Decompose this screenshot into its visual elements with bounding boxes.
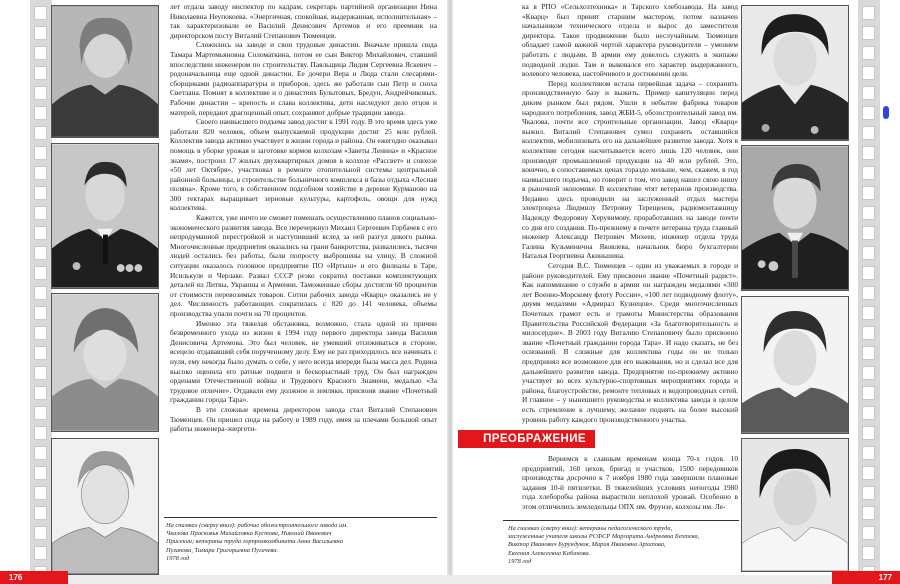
film-sprocket-hole — [34, 506, 47, 520]
portrait-man-2-image — [742, 146, 848, 290]
portrait-woman-headscarf-image — [52, 294, 158, 431]
photo-portrait-woman-headscarf — [51, 293, 159, 432]
photo-portrait-woman-2 — [741, 5, 849, 141]
caption-line: На снимках (сверху вниз): ветераны педагогического труда, — [508, 525, 673, 532]
portrait-woman-elderly-image — [52, 439, 158, 574]
film-sprocket-hole — [34, 166, 47, 180]
caption-line: Евгения Алексеевна Кабанова. — [508, 549, 591, 557]
film-sprocket-hole — [862, 346, 875, 360]
caption-line: 1978 год — [166, 554, 190, 562]
film-sprocket-hole — [862, 26, 875, 40]
left-paragraph: В эти сложные времена директором завода стал Виталий Степанович Тюменцев. Он пришел сюда на работу в 1989 году, имея за плечами большой опыт работы инженера-энергети- — [170, 404, 437, 434]
film-sprocket-hole — [862, 126, 875, 140]
photo-portrait-man-2 — [741, 145, 849, 291]
film-sprocket-hole — [862, 406, 875, 420]
caption-line: Присекин; ветераны труда горпромкомбината Анна Васильевна — [166, 538, 343, 546]
film-sprocket-hole — [862, 326, 875, 340]
film-sprocket-hole — [862, 86, 875, 100]
scroll-position-marker[interactable] — [883, 106, 889, 119]
film-sprocket-hole — [862, 226, 875, 240]
film-sprocket-hole — [862, 186, 875, 200]
film-sprocket-hole — [34, 526, 47, 540]
portrait-woman-2-image — [742, 6, 848, 140]
film-sprocket-hole — [862, 446, 875, 460]
film-sprocket-hole — [862, 366, 875, 380]
film-sprocket-hole — [34, 486, 47, 500]
film-sprocket-hole — [34, 446, 47, 460]
film-sprocket-hole — [862, 206, 875, 220]
left-paragraph: Своего наивысшего подъема завод достиг к 1991 году. В это время здесь уже работали 820 человек, объем выпускаемой продукции достиг 25 млн рублей. Коллектив завода активно участвует в жизни города и района. Он ежегодно оказывал помощь в уборке урожая и заготовке кормов колхозам «Заветы Ленина» и «Красное знамя», построил 17 жилых двухквартирных домов в колхозе «Рассвет» и совхозе «50 лет Октября», участвовал в ремонте отопительной системы центральной районной больницы, в строительстве больничного комплекса и базы отдыха «Лесная поляна». Кроме того, в собственном подсобном хозяйстве в деревне Курманово на 300 гектарах выращивает зерновые культуры, картофель, овощи для нужд коллектива. — [170, 117, 437, 213]
film-sprocket-hole — [34, 46, 47, 60]
film-sprocket-hole — [34, 106, 47, 120]
right-body-text — [522, 2, 738, 424]
film-sprocket-hole — [34, 426, 47, 440]
film-sprocket-hole — [34, 546, 47, 560]
film-sprocket-hole — [862, 306, 875, 320]
film-strip-decoration — [30, 0, 52, 584]
film-sprocket-hole — [862, 146, 875, 160]
photo-portrait-woman-1 — [51, 5, 159, 138]
film-sprocket-hole — [34, 66, 47, 80]
film-sprocket-hole — [34, 126, 47, 140]
right-paragraph: ка в РПО «Сельхозтехника» и Тарского хлебозавода. На завод «Кварц» был принят старшим мастером, потом назначен начальником технического отдела и вырос до заместителя директора. Такое продвижение было неслучайным. Тюменцев обладает самой важной чертой характера руководителя – умением работать с людьми. В армии ему довелось служить в экипаже подводной лодки. Там и выковался его характер выдержанного, волевого человека, настойчивого в достижении цели. — [522, 2, 738, 79]
photo-portrait-woman-3 — [741, 296, 849, 434]
film-sprocket-hole — [862, 246, 875, 260]
left-paragraph: лет отдала заводу инспектор по кадрам, секретарь партийной организации Нина Николаевна Неупокоева. «Энергичная, спокойная, выдержанная, исполнительная» – так характеризовали ее Василий Денисович Артемов и его преемник на директорском посту Виталий Степанович Тюменцев. — [170, 2, 437, 40]
photo-portrait-man-1 — [51, 143, 159, 289]
caption-line: Виктор Иванович Бурундуков, Мария Ивановна Архипова, — [508, 541, 666, 549]
section-body-text — [522, 454, 738, 512]
film-sprocket-hole — [862, 546, 875, 560]
film-sprocket-hole — [34, 466, 47, 480]
film-sprocket-hole — [862, 526, 875, 540]
right-paragraph: Сегодня В.С. Тюменцев – один из уважаемых в городе и районе руководителей. Ему присвоено звание «Почетный радист». Как напоминание о службе в армии он награжден медалями «300 лет Военно-Морскому флоту России», «100 лет подводному флоту», двумя медалями «Адмирал Кузнецов». Среди многочисленных Почетных грамот есть и грамоты Министерства образования Правительства Российской Федерации «За благотворительность и милосердие». В 2003 году Виталию Степановичу было присвоено звание «Почетный гражданин города Тара». И надо сказать, не без оснований. В сложные для коллектива годы он не только предпринял все возможное для его выживания, но и сделал все для дальнейшего развития завода. Предприятие по-прежнему активно участвует во всех культурно-спортивных мероприятиях города и района, благоустройстве, ремонте тепловых и водопроводных сетей. И главное – у нынешнего руководства и коллектива завода в целом есть стремление к лучшему, желание поднять на более высокий уровень работу каждого производственного участка. — [522, 261, 738, 424]
caption-divider — [503, 520, 739, 521]
left-body-text — [170, 2, 437, 434]
section-paragraph: Вернемся к славным временам конца 70-х годов. 10 предприятий, 160 цехов, бригад и участков, 1500 передовиков производства досрочно к 7 ноября 1980 года завершили плановые задания 10-й пятилетки. В тяжелейших условиях непогоды 1980 года хлеборобы района вырастили неплохой урожай. Особенно в этом отличились земледельцы ОПХ им. Фрунзе, колхозы им. Ле- — [522, 454, 738, 511]
film-sprocket-hole — [34, 6, 47, 20]
portrait-man-1-image — [52, 144, 158, 288]
right-paragraph: Перед коллективом встала первейшая задача – сохранить производственную базу и выжить. Пример капитуляции перед диким рынком был рядом. Ушли в небытие фабрика товаров народного потребления, завод ЖБИ-5, обозостроительный завод им. Чкалова, почти все строительные организации. Завод «Кварц» выжил. Виталий Степанович сумел сохранить оставшийся коллектив, мобилизовать его на дальнейшее развитие завода. Хотя в коллективе сегодня насчитывается всего лишь 120 человек, они производят промышленной продукции на 40 млн рублей. Это, конечно, в сопоставимых ценах гораздо меньше, чем, скажем, в год наивысшего подъема, но говорит о том, что завод нашел свою нишу в рыночной экономике. В коллективе чтят ветеранов производства. Недавно здесь проводили на заслуженный отдых мастера электроцеха Людмилу Петровну Терещенок, радиомонтажницу Надежду Федоровну Херувимову, проработавших на заводе почти со дня его создания. По-прежнему в почете ветераны труда главный инженер Александр Петрович Михеев, инженер отдела труда Галина Кузьминична Яковлева, начальник бюро бухгалтерии Наталья Георгиевна Акиньшина. — [522, 78, 738, 261]
film-sprocket-hole — [862, 266, 875, 280]
caption-line: Чкалова Прасковья Михайловна Кустова, Николай Иванович — [166, 530, 332, 538]
film-sprocket-hole — [34, 286, 47, 300]
film-sprocket-hole — [862, 466, 875, 480]
caption-line: заслуженные учителя школы РСФСР Маргарита Андреевна Бехтева, — [508, 533, 700, 541]
film-sprocket-hole — [34, 226, 47, 240]
film-sprocket-hole — [34, 326, 47, 340]
caption-divider — [164, 517, 437, 518]
film-sprocket-hole — [862, 66, 875, 80]
right-photo-caption — [508, 525, 748, 566]
film-sprocket-hole — [34, 146, 47, 160]
film-sprocket-hole — [862, 286, 875, 300]
left-photo-caption — [166, 522, 436, 563]
portrait-woman-3-image — [742, 297, 848, 433]
film-sprocket-hole — [34, 406, 47, 420]
film-sprocket-hole — [34, 186, 47, 200]
caption-line: На снимках (сверху вниз): рабочие обозостроительного завода им. — [166, 522, 348, 529]
film-sprocket-hole — [34, 26, 47, 40]
left-paragraph: Именно эта тяжелая обстановка, возможно, стала одной из причин безвременного ухода из жизни в 1994 году первого директора завода Василия Денисовича Артемова. Это был человек, не умевший отсиживаться в стороне, всецело отдававший себя порученному делу. Ему не раз приходилось все начинать с нуля, ему некогда было думать о себе, у него всегда впереди была масса дел. Родина высоко оценила его ратные подвиги и бескорыстный труд. Он был награжден орденами Отечественной войны и Трудового Красного Знамени, медалью «За трудовое отличие». Отдавали ему должное и земляки, присвоив звание «Почетный гражданин города Тара». — [170, 318, 437, 405]
film-sprocket-hole — [862, 486, 875, 500]
film-sprocket-hole — [862, 46, 875, 60]
portrait-woman-4-image — [742, 439, 848, 571]
section-heading: ПРЕОБРАЖЕНИЕ — [458, 430, 595, 448]
page-number-right: 177 — [832, 571, 900, 584]
page-bottom-edge — [0, 575, 900, 584]
film-sprocket-hole — [34, 386, 47, 400]
photo-portrait-woman-elderly — [51, 438, 159, 575]
page-number-left: 176 — [0, 571, 68, 584]
caption-line: Пузанова, Тамара Григорьевна Пугачева. — [166, 546, 279, 554]
film-sprocket-hole — [34, 366, 47, 380]
film-sprocket-hole — [862, 426, 875, 440]
film-sprocket-hole — [34, 266, 47, 280]
film-sprocket-hole — [862, 386, 875, 400]
film-sprocket-hole — [862, 6, 875, 20]
film-sprocket-hole — [34, 246, 47, 260]
film-sprocket-hole — [34, 306, 47, 320]
caption-line: 1978 год — [508, 557, 532, 565]
film-sprocket-hole — [34, 206, 47, 220]
film-sprocket-hole — [862, 506, 875, 520]
photo-portrait-woman-4 — [741, 438, 849, 572]
film-sprocket-hole — [34, 346, 47, 360]
film-sprocket-hole — [862, 106, 875, 120]
left-paragraph: Кажется, уже ничто не сможет помешать осуществлению планов социально-экономического развития завода. Все перечеркнул Михаил Сергеевич Горбачев с его непродуманной перестройкой и наступивший вслед за ней разгул дикого рынка. Многочисленные предприятия оказались на грани банкротства, развалились, тысячи людей остались без работы, были попросту выброшены на улицу. В сложной ситуации оказалось головное предприятие ПО «Иртыш» и его филиалы в Таре, Исилькуле и Черлаке. Развал СССР резко сократил поставки комплектующих деталей из Литвы, Украины и Армении. Таможенные сборы достигли 60 процентов от стоимости перевозимых товаров. Сотни рабочих завода «Кварц» оказались не у дел. Численность работающих сократилась с 820 до 141 человека, объемы производства упали почти на 70 процентов. — [170, 213, 437, 318]
film-sprocket-hole — [34, 86, 47, 100]
film-strip-decoration — [858, 0, 880, 584]
left-page — [0, 0, 447, 584]
portrait-woman-1-image — [52, 6, 158, 137]
film-sprocket-hole — [862, 166, 875, 180]
left-paragraph: Сложились на заводе и свои трудовые династии. Вначале пришла сюда Тамара Мартемьяновна Соломаткина, потом ее сын Виктор Михайлович, ставший впоследствии инженером по строительству. Паяльщица Лидия Сергеевна Яскевич – родоначальница еще одной династии. Ее дочери Вера и Люда стали слесарями-сборщиками радиоаппаратуры и приборов, здесь же работали сын Петр и сноха Светлана. Помнят в коллективе и о династиях Булытовых, Бредун, Андрейчиковых. Рабочие династии – крепость и слава коллектива, дети наследуют дело отцов и матерей, передают драгоценный опыт, сохраняют добрые традиции завода. — [170, 40, 437, 117]
